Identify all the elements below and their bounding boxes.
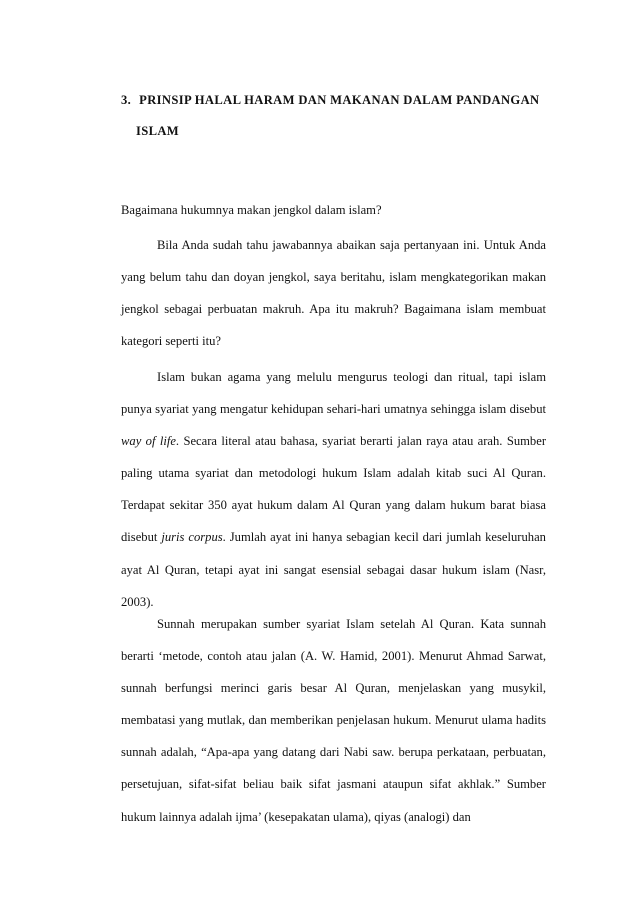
- paragraph-3-text: Sunnah merupakan sumber syariat Islam setelah Al Quran. Kata sunnah berarti ‘metode, contoh atau jalan (A. W. Hamid, 2001). Menurut Ahmad Sarwat, sunnah berfungsi merinci garis besar Al Quran, menjelaskan yang musykil, membatasi yang mutlak, dan memberikan penjelasan hukum. Menurut ulama hadits sunnah adalah, “Apa-apa yang datang dari Nabi saw. berupa perkataan, perbuatan, persetujuan, sifat-sifat beliau baik sifat jasmani ataupun sifat akhlak.” Sumber hukum lainnya adalah ijma’ (kesepakatan ulama), qiyas (analogi) dan: [121, 617, 546, 824]
- paragraph-2-text-b: . Secara literal atau bahasa, syariat berarti jalan raya atau arah. Sumber paling utama syariat dan metodologi hukum Islam adalah kitab suci Al Quran. Terdapat sekitar 350 ayat hukum dalam Al Quran yang dalam hukum barat biasa disebut: [121, 434, 547, 545]
- section-heading: [121, 92, 549, 108]
- paragraph-3: [121, 608, 546, 833]
- section-title-line1: PRINSIP HALAL HARAM DAN MAKANAN DALAM PANDANGAN: [139, 93, 540, 107]
- paragraph-2-text-c: . Jumlah ayat ini hanya sebagian kecil dari jumlah keseluruhan ayat Al Quran, tetapi ayat ini sangat esensial sebagai dasar hukum islam (Nasr, 2003).: [121, 530, 546, 609]
- paragraph-2: [121, 361, 546, 618]
- section-title-line2: ISLAM: [136, 124, 180, 138]
- question-text: Bagaimana hukumnya makan jengkol dalam islam?: [121, 203, 382, 217]
- term-way-of-life: way of life: [121, 434, 176, 449]
- paragraph-1-text: Bila Anda sudah tahu jawabannya abaikan saja pertanyaan ini. Untuk Anda yang belum tahu dan doyan jengkol, saya beritahu, islam mengkategorikan makan jengkol sebagai perbuatan makruh. Apa itu makruh? Bagaimana islam membuat kategori seperti itu?: [121, 238, 546, 349]
- term-juris-corpus: juris corpus: [161, 530, 223, 545]
- section-number: 3.: [121, 93, 132, 107]
- paragraph-2-text-a: Islam bukan agama yang melulu mengurus teologi dan ritual, tapi islam punya syariat yang mengatur kehidupan sehari-hari umatnya sehingga islam disebut: [121, 370, 546, 417]
- paragraph-1: [121, 229, 546, 357]
